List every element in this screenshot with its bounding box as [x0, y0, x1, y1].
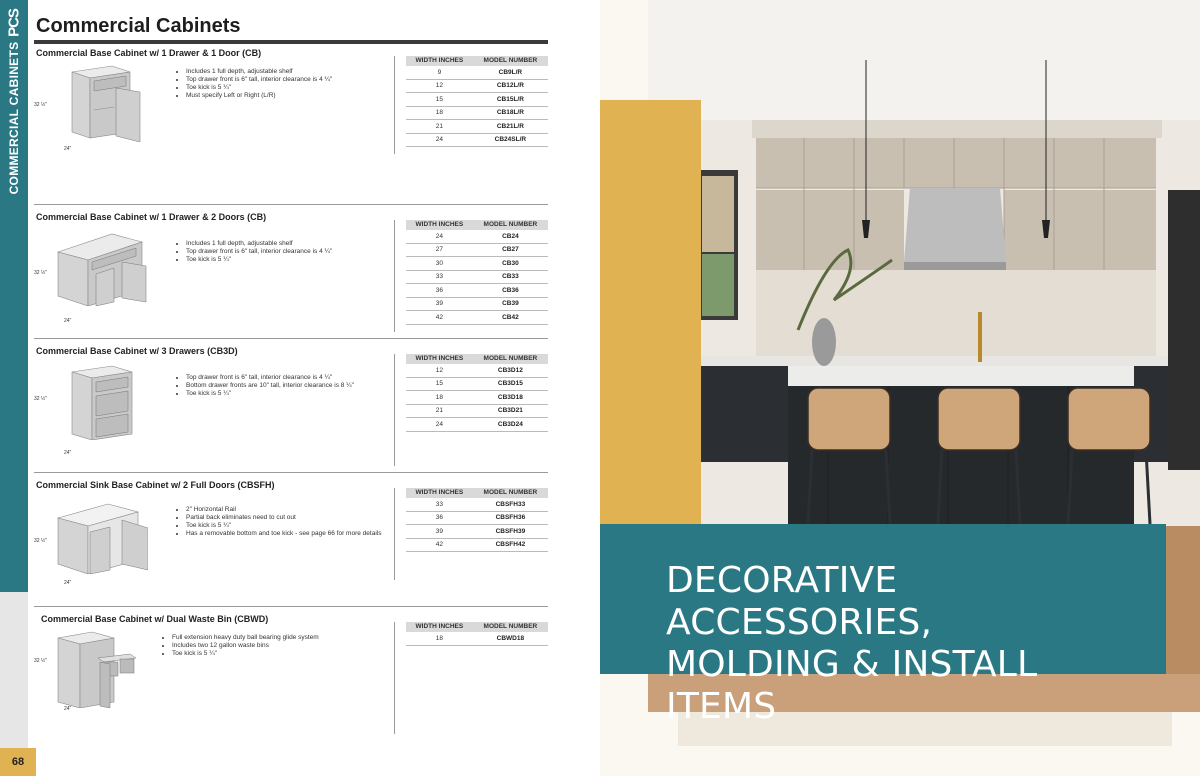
table-row	[406, 418, 548, 432]
feature-item: • Has a removable bottom and toe kick - see page 66 for more details	[186, 530, 386, 538]
width-dimension: 24"	[64, 146, 72, 152]
width-header: WIDTH INCHES	[406, 220, 473, 230]
section-title: Commercial Sink Base Cabinet w/ 2 Full Doors (CBSFH)	[36, 480, 275, 490]
feature-list	[176, 374, 386, 398]
model-cell: CB15L/R	[473, 93, 548, 107]
height-dimension: 32 ½"	[34, 270, 47, 276]
table-row	[406, 66, 548, 79]
table-row	[406, 79, 548, 93]
width-header: WIDTH INCHES	[406, 56, 473, 66]
table-row	[406, 538, 548, 552]
sidebar-gray-band	[0, 592, 28, 748]
width-cell: 30	[406, 257, 473, 271]
model-cell: CB3D24	[473, 418, 548, 432]
section-title: Commercial Base Cabinet w/ 3 Drawers (CB3D)	[36, 346, 238, 356]
model-cell: CB12L/R	[473, 79, 548, 93]
cabinet-1drawer-1door-illustration	[52, 62, 148, 142]
feature-item: • Full extension heavy duty ball bearing glide system	[172, 634, 372, 642]
model-cell: CB21L/R	[473, 120, 548, 134]
width-cell: 36	[406, 511, 473, 525]
model-cell: CBSFH36	[473, 511, 548, 525]
width-cell: 15	[406, 377, 473, 391]
model-cell: CB30	[473, 257, 548, 271]
model-header: MODEL NUMBER	[473, 488, 548, 498]
cabinet-section-cb-1door	[34, 48, 548, 198]
width-cell: 21	[406, 120, 473, 134]
model-cell: CB3D18	[473, 391, 548, 405]
table-row	[406, 498, 548, 511]
model-cell: CB3D12	[473, 364, 548, 377]
width-cell: 42	[406, 311, 473, 325]
spec-table	[406, 354, 548, 432]
table-row	[406, 133, 548, 147]
width-cell: 15	[406, 93, 473, 107]
gold-accent-block	[600, 100, 701, 524]
sink-base-cabinet-illustration	[52, 494, 148, 574]
table-row	[406, 391, 548, 405]
vertical-rule	[394, 622, 395, 734]
cabinet-section-cb3d	[34, 346, 548, 466]
spec-table	[406, 56, 548, 147]
table-row	[406, 270, 548, 284]
model-cell: CB3D21	[473, 404, 548, 418]
cabinet-section-cbwd	[34, 614, 548, 734]
height-dimension: 32 ½"	[34, 658, 47, 664]
width-cell: 18	[406, 632, 473, 645]
feature-item: • Must specify Left or Right (L/R)	[186, 92, 386, 100]
model-cell: CB27	[473, 243, 548, 257]
waste-bin-cabinet-illustration	[52, 628, 148, 708]
feature-item: • Toe kick is 5 ¼"	[186, 256, 386, 264]
feature-item: • Partial back eliminates need to cut out	[186, 514, 386, 522]
width-cell: 27	[406, 243, 473, 257]
feature-list	[176, 240, 386, 264]
sidebar	[0, 0, 28, 776]
table-row	[406, 311, 548, 325]
width-cell: 24	[406, 230, 473, 243]
banner-heading	[666, 560, 1146, 728]
section-title: Commercial Base Cabinet w/ 1 Drawer & 1 Door (CB)	[36, 48, 262, 58]
width-dimension: 24"	[64, 580, 72, 586]
model-cell: CB3D15	[473, 377, 548, 391]
width-dimension: 24"	[64, 706, 72, 712]
section-side-label: COMMERCIAL CABINETS	[7, 41, 21, 195]
model-cell: CB18L/R	[473, 106, 548, 120]
width-dimension: 24"	[64, 450, 72, 456]
section-divider	[34, 606, 548, 607]
section-divider	[34, 472, 548, 473]
width-cell: 33	[406, 498, 473, 511]
feature-list	[176, 68, 386, 100]
feature-item: • Toe kick is 5 ¼"	[186, 390, 386, 398]
table-row	[406, 404, 548, 418]
section-title: Commercial Base Cabinet w/ 1 Drawer & 2 Doors (CB)	[36, 212, 267, 222]
model-cell: CBSFH33	[473, 498, 548, 511]
section-divider	[34, 204, 548, 205]
section-banner	[600, 524, 1166, 727]
width-header: WIDTH INCHES	[406, 488, 473, 498]
model-header: MODEL NUMBER	[473, 622, 548, 632]
width-cell: 9	[406, 66, 473, 79]
model-cell: CB39	[473, 297, 548, 311]
table-row	[406, 377, 548, 391]
width-cell: 42	[406, 538, 473, 552]
feature-item: • Toe kick is 5 ¼"	[172, 650, 372, 658]
model-cell: CB24	[473, 230, 548, 243]
table-row	[406, 120, 548, 134]
model-cell: CB42	[473, 311, 548, 325]
table-row	[406, 106, 548, 120]
model-cell: CB9L/R	[473, 66, 548, 79]
table-row	[406, 297, 548, 311]
feature-list	[176, 506, 386, 538]
model-cell: CB36	[473, 284, 548, 298]
section-title: Commercial Base Cabinet w/ Dual Waste Bin (CBWD)	[41, 614, 269, 624]
width-cell: 12	[406, 79, 473, 93]
table-row	[406, 243, 548, 257]
spec-table	[406, 622, 548, 646]
table-row	[406, 284, 548, 298]
feature-item: • Top drawer front is 6" tall, interior clearance is 4 ¼"	[186, 374, 386, 382]
banner-line-2: MOLDING & INSTALL ITEMS	[666, 644, 1038, 727]
vertical-rule	[394, 354, 395, 466]
model-cell: CBWD18	[473, 632, 548, 645]
model-cell: CB33	[473, 270, 548, 284]
feature-item: • Toe kick is 5 ¼"	[186, 522, 386, 530]
spec-table	[406, 220, 548, 325]
table-row	[406, 257, 548, 271]
cabinet-section-cbsfh	[34, 480, 548, 600]
model-cell: CB24SL/R	[473, 133, 548, 147]
vertical-rule	[394, 220, 395, 332]
feature-item: • Top drawer front is 6" tall, interior clearance is 4 ¼"	[186, 76, 386, 84]
table-row	[406, 525, 548, 539]
width-cell: 39	[406, 525, 473, 539]
brand-logo: PCS	[0, 4, 28, 42]
table-row	[406, 511, 548, 525]
spec-table	[406, 488, 548, 552]
cabinet-section-cb-2doors	[34, 212, 548, 332]
feature-item: • Toe kick is 5 ¼"	[186, 84, 386, 92]
page-title: Commercial Cabinets	[36, 15, 241, 37]
title-rule	[34, 40, 548, 44]
vertical-rule	[394, 488, 395, 580]
page-number: 68	[0, 748, 36, 776]
model-cell: CBSFH42	[473, 538, 548, 552]
feature-item: • Includes 1 full depth, adjustable shelf	[186, 240, 386, 248]
vertical-rule	[394, 56, 395, 154]
feature-item: • Top drawer front is 6" tall, interior clearance is 4 ¼"	[186, 248, 386, 256]
width-cell: 24	[406, 418, 473, 432]
table-row	[406, 93, 548, 107]
feature-item: • Includes 1 full depth, adjustable shelf	[186, 68, 386, 76]
feature-item: • 2" Horizontal Rail	[186, 506, 386, 514]
model-cell: CBSFH39	[473, 525, 548, 539]
width-cell: 33	[406, 270, 473, 284]
width-cell: 18	[406, 106, 473, 120]
width-cell: 36	[406, 284, 473, 298]
cabinet-1drawer-2doors-illustration	[52, 226, 148, 306]
width-cell: 18	[406, 391, 473, 405]
banner-line-1: DECORATIVE ACCESSORIES,	[666, 560, 933, 643]
width-cell: 12	[406, 364, 473, 377]
width-cell: 21	[406, 404, 473, 418]
cabinet-3drawers-illustration	[52, 360, 148, 440]
feature-list	[162, 634, 372, 658]
model-header: MODEL NUMBER	[473, 354, 548, 364]
height-dimension: 32 ½"	[34, 396, 47, 402]
table-row	[406, 632, 548, 645]
feature-item: • Bottom drawer fronts are 10" tall, interior clearance is 8 ¼"	[186, 382, 386, 390]
width-dimension: 24"	[64, 318, 72, 324]
table-row	[406, 230, 548, 243]
model-header: MODEL NUMBER	[473, 56, 548, 66]
height-dimension: 32 ½"	[34, 538, 47, 544]
width-header: WIDTH INCHES	[406, 354, 473, 364]
width-cell: 24	[406, 133, 473, 147]
table-row	[406, 364, 548, 377]
feature-item: • Includes two 12 gallon waste bins	[172, 642, 372, 650]
width-header: WIDTH INCHES	[406, 622, 473, 632]
height-dimension: 32 ½"	[34, 102, 47, 108]
section-divider	[34, 338, 548, 339]
model-header: MODEL NUMBER	[473, 220, 548, 230]
width-cell: 39	[406, 297, 473, 311]
